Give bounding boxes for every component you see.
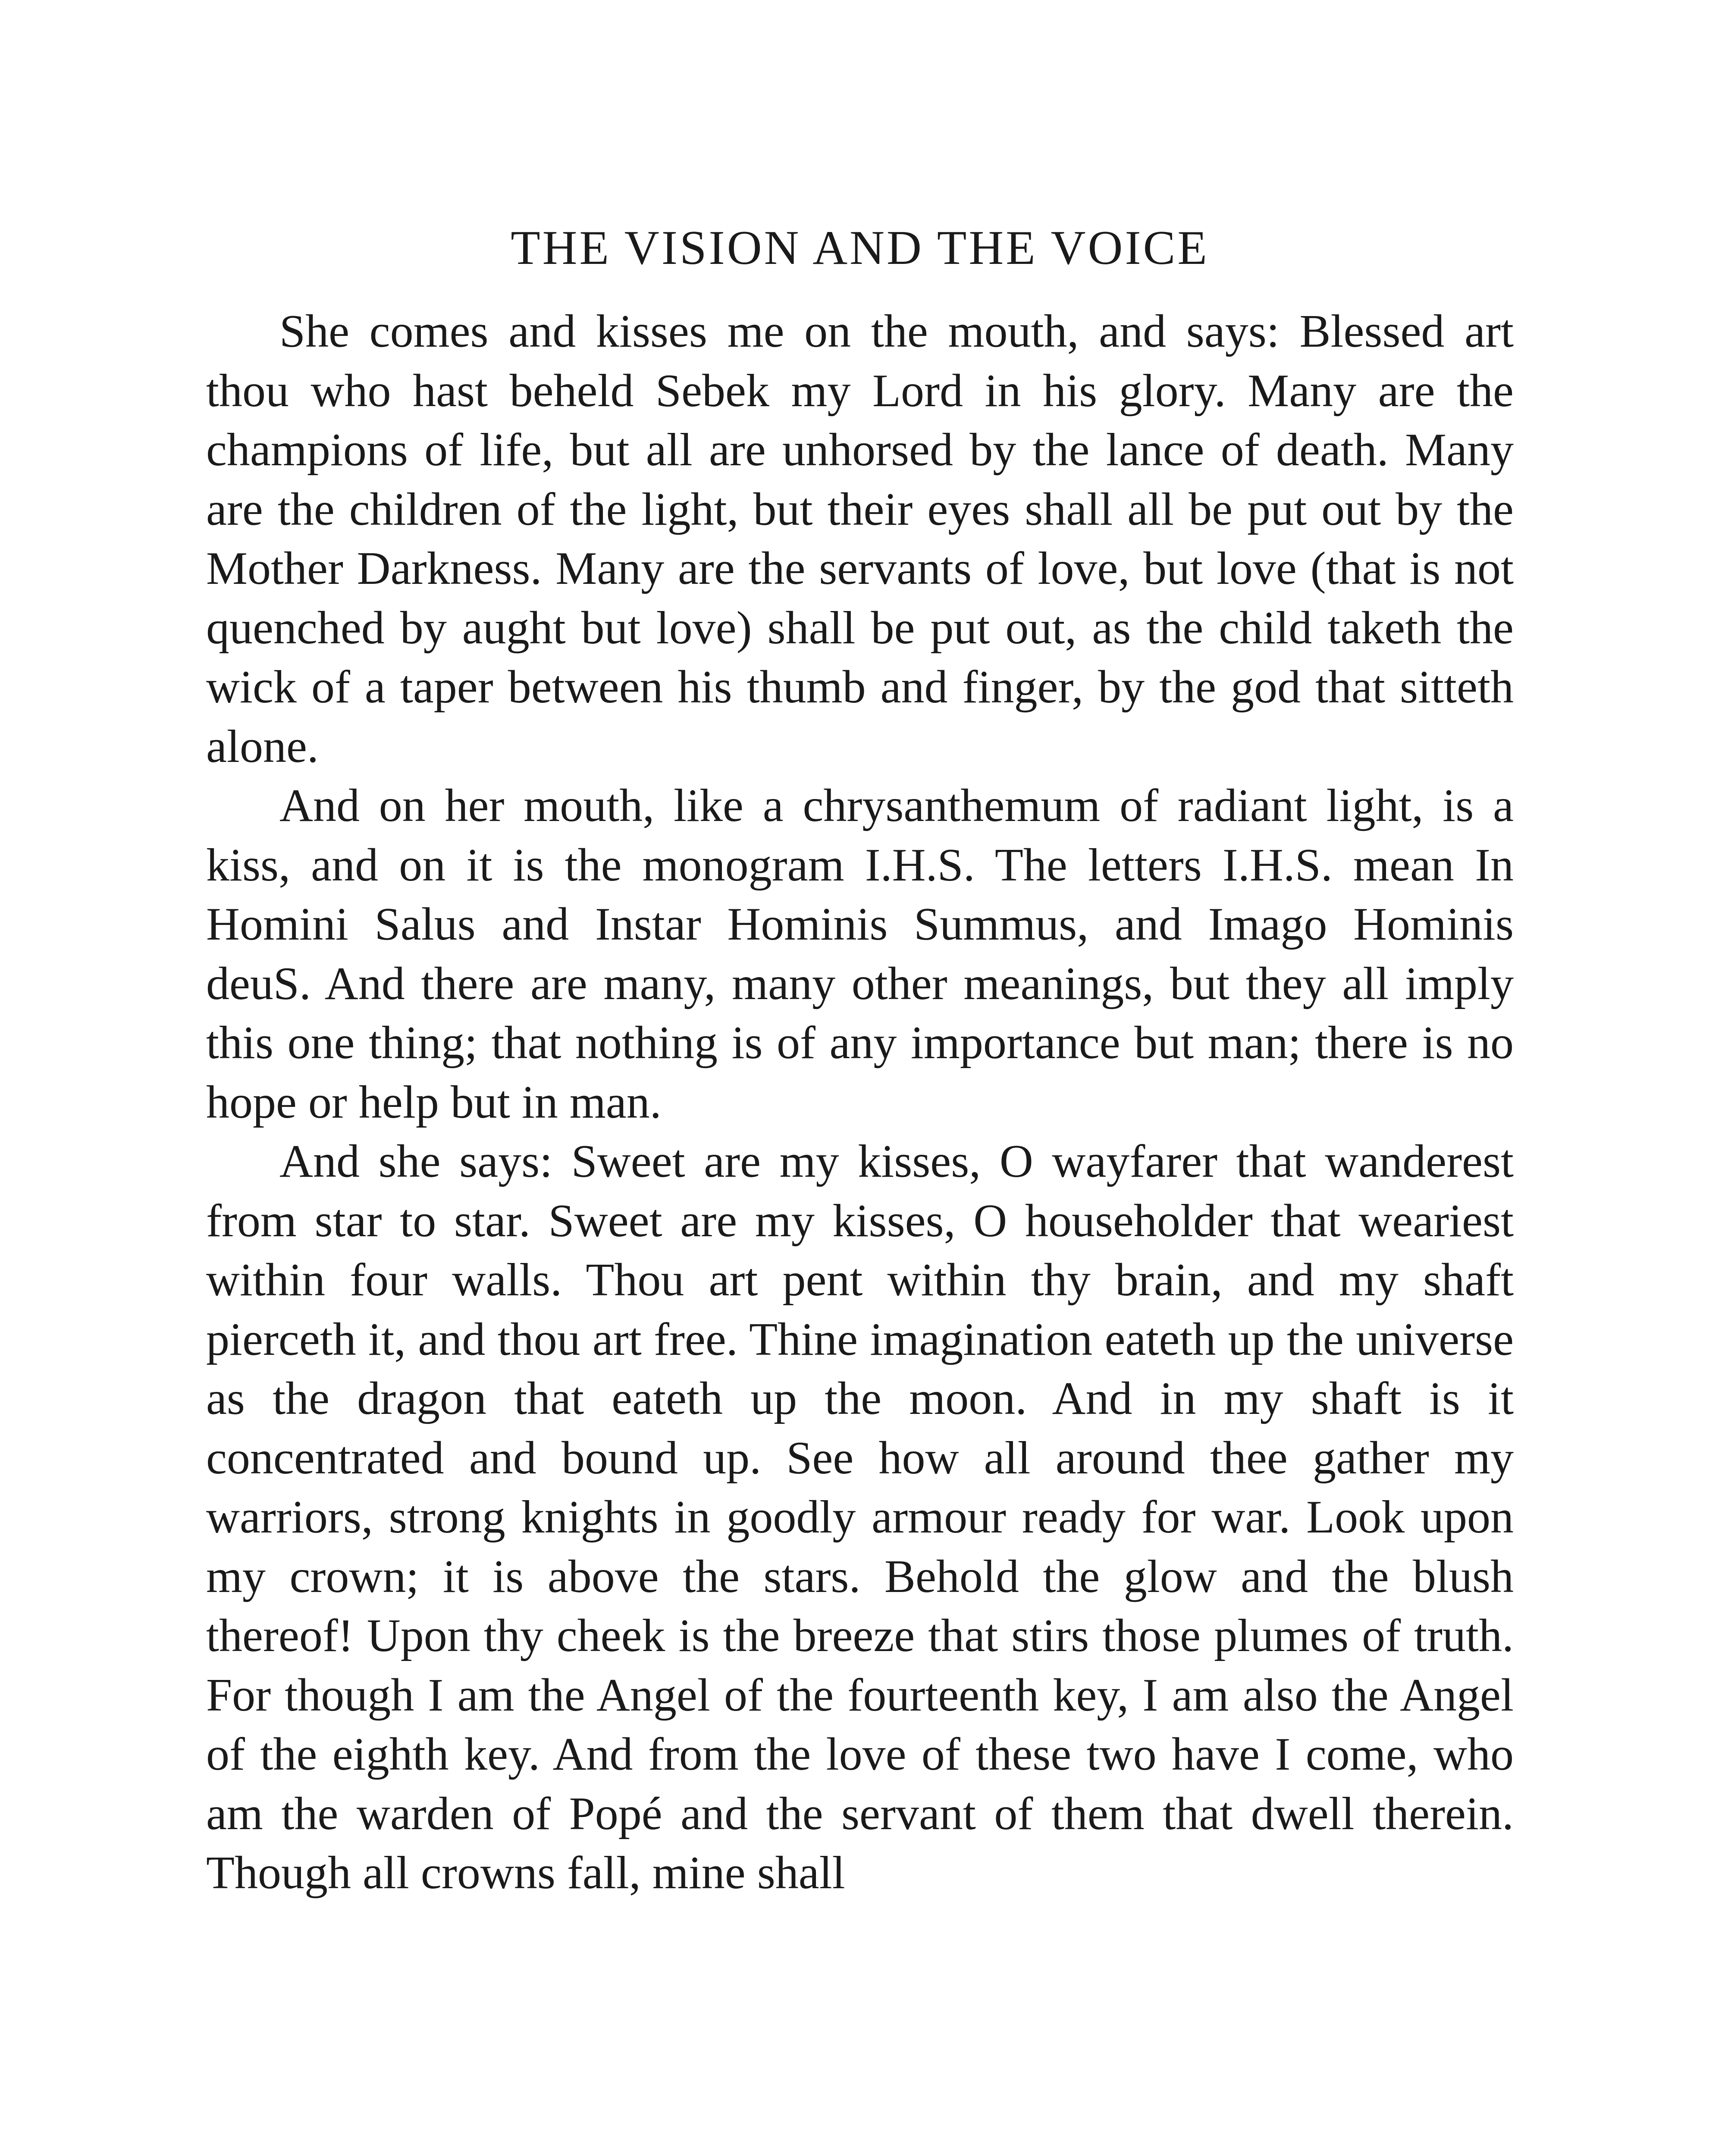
page-number: [1468, 2154, 1514, 2156]
signature-letter: [206, 2150, 1514, 2156]
running-head-title: THE VISION AND THE VOICE: [511, 221, 1209, 275]
paragraph: And she says: Sweet are my kisses, O wayfarer that wanderest from star to star. Sweet are my kisses, O householder that weariest within four walls. Thou art pent within thy brain, and my shaft pierceth it, and thou art free. Thine imagination eateth up the universe as the dragon that eateth up the moon. And in my shaft is it concentrated and bound up. See how all around thee gather my warriors, strong knights in goodly armour ready for war. Look upon my crown; it is above the stars. Behold the glow and the blush thereof! Upon thy cheek is the breeze that stirs those plumes of truth. For though I am the Angel of the fourteenth key, I am also the Angel of the eighth key. And from the love of these two have I come, who am the warden of Popé and the servant of them that dwell therein. Though all crowns fall, mine shall: [206, 1136, 1514, 1899]
paragraph: And on her mouth, like a chrysanthemum of radiant light, is a kiss, and on it is the monogram I.H.S. The letters I.H.S. mean In Homini Salus and Instar Hominis Summus, and Imago Hominis deuS. And there are many, many other meanings, but they all imply this one thing; that nothing is of any importance but man; there is no hope or help but in man.: [206, 780, 1514, 1128]
body-text: [206, 302, 1514, 1903]
paragraph: She comes and kisses me on the mouth, and says: Blessed art thou who hast beheld Sebek my Lord in his glory. Many are the champions of life, but all are unhorsed by the lance of death. Many are the children of the light, but their eyes shall all be put out by the Mother Darkness. Many are the servants of love, but love (that is not quenched by aught but love) shall be put out, as the child taketh the wick of a taper between his thumb and finger, by the god that sitteth alone.: [206, 306, 1514, 772]
page-footer: [206, 2154, 1514, 2156]
